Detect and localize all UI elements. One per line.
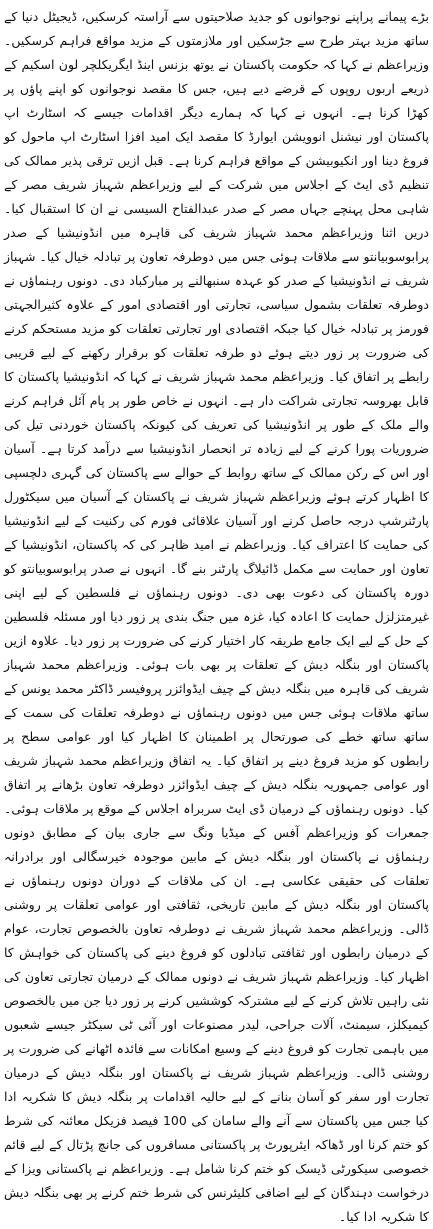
news-article-body — [4, 5, 429, 1229]
article-paragraph: بڑے پیمانے پراپنے نوجوانوں کو جدید صلاحیتوں سے آراستہ کرسکیں، ڈیجیٹل دنیا کے ساتھ مزید بہتر طرح سے جڑسکیں اور ملازمتوں کے مزید مواقع فراہم کرسکیں۔ وزیراعظم نے کہا کہ حکومت پاکستان نے یوتھ بزنس اینڈ ایگریکلچر لون اسکیم کے ذریعے اربوں روپوں کے قرضے دیے ہیں، جس کا مقصد نوجوانوں کو اپنے پاؤں پر کھڑا کرنا ہے۔ انہوں نے کہا کہ ہمارے دیگر اقدامات جیسے کہ اسٹارٹ اپ پاکستان اور نیشنل انوویشن ایوارڈ کا مقصد ایک امید افزا اسٹارٹ اپ ماحول کو فروغ دینا اور انکیوبیشن کے مواقع فراہم کرنا ہے۔ قبل ازیں ترقی پذیر ممالک کی تنظیم ڈی ایٹ کے اجلاس میں شرکت کے لیے وزیراعظم شہباز شریف مصر کے شاہی محل پہنچے جہاں مصر کے صدر عبدالفتاح السیسی نے ان کا استقبال کیا۔ دریں اثنا وزیراعظم محمد شہباز شریف کی قاہرہ میں انڈونیشیا کے صدر پرابوسوبیانتو سے ملاقات ہوئی جس میں دوطرفہ تعاون پر تبادلہ خیال کیا۔ شہباز شریف نے انڈونیشیا کے صدر کو عہدہ سنبھالنے پر مبارکباد دی۔ دونوں رہنماؤں نے دوطرفہ تعلقات بشمول سیاسی، تجارتی اور اقتصادی امور کے علاوہ کثیرالجہتی فورمز پر تبادلہ خیال کیا جبکہ اقتصادی اور تجارتی تعلقات کو مزید مستحکم کرنے کی ضرورت پر زور دیتے ہوئے دو طرفہ تعلقات کو برقرار رکھنے کے لیے قریبی رابطے پر اتفاق کیا۔ وزیراعظم محمد شہباز شریف نے کہا کہ انڈونیشیا پاکستان کا قابل بھروسہ تجارتی شراکت دار ہے۔ انہوں نے خاص طور پر پام آئل فراہم کرنے والے ملک کے طور پر انڈونیشیا کی تعریف کی کیونکہ پاکستان خوردنی تیل کی ضروریات پورا کرنے کے لیے زیادہ تر انحصار انڈونیشیا سے درآمد کرتا ہے۔ آسیان اور اس کے رکن ممالک کے ساتھ روابط کے حوالے سے پاکستان کی گہری دلچسپی کا اظہار کرتے ہوئے وزیراعظم شہباز شریف نے پاکستان کے آسیان میں سیکٹورل پارٹنرشپ درجہ حاصل کرنے اور آسیان علاقائی فورم کی رکنیت کے لیے انڈونیشیا کی حمایت کا اعتراف کیا۔ وزیراعظم نے امید ظاہر کی کہ پاکستان، انڈونیشیا کے تعاون اور حمایت سے مکمل ڈائیلاگ پارٹنر بنے گا۔ انہوں نے صدر پرابوسوبیانتو کو دورہ پاکستان کی دعوت بھی دی۔ دونوں رہنماؤں نے فلسطین کے لیے اپنی غیرمتزلزل حمایت کا اعادہ کیا، غزہ میں جنگ بندی پر زور دیا اور مسئلہ فلسطین کے حل کے لیے ایک جامع طریقہ کار اختیار کرنے کی ضرورت پر زور دیا۔ علاوہ ازیں پاکستان اور بنگلہ دیش کے تعلقات پر بھی بات ہوئی۔ وزیراعظم محمد شہباز شریف کی قاہرہ میں بنگلہ دیش کے چیف ایڈوائزر پروفیسر ڈاکٹر محمد یونس کے ساتھ ملاقات ہوئی جس میں دونوں رہنماؤں نے دوطرفہ تعلقات کی سمت کے ساتھ ساتھ خطے کی صورتحال پر اطمینان کا اظہار کیا اور عوامی سطح پر رابطوں کو مزید فروغ دینے پر اتفاق کیا۔ یہ اتفاق وزیراعظم محمد شہباز شریف اور عوامی جمہوریہ بنگلہ دیش کے چیف ایڈوائزر دوطرفہ تعاون بڑھانے پر اتفاق کیا۔ دونوں رہنماؤں کے درمیان ڈی ایٹ سربراہ اجلاس کے موقع پر ملاقات ہوئی۔ جمعرات کو وزیراعظم آفس کے میڈیا ونگ سے جاری بیان کے مطابق دونوں رہنماؤں نے پاکستان اور بنگلہ دیش کے مابین موجودہ خیرسگالی اور برادرانہ تعلقات کی حقیقی عکاسی ہے۔ ان کی ملاقات کے دوران دونوں رہنماؤں نے پاکستان اور بنگلہ دیش کے مابین تاریخی، ثقافتی اور عوامی تعلقات پر روشنی ڈالی۔ وزیراعظم محمد شہباز شریف نے دوطرفہ تعاون بالخصوص تجارت، عوام کے درمیان رابطوں اور ثقافتی تبادلوں کو فروغ دینے کی پاکستان کی خواہش کا اظہار کیا۔ وزیراعظم شہباز شریف نے دونوں ممالک کے درمیان تجارتی تعاون کی نئی راہیں تلاش کرنے کے لیے مشترکہ کوششیں کرنے پر زور دیا جن میں بالخصوص کیمیکلز، سیمنٹ، آلات جراحی، لیدر مصنوعات اور آئی ٹی سیکٹر جیسے شعبوں میں باہمی تجارت کو فروغ دینے کے وسیع امکانات سے فائدہ اٹھانے کی ضرورت پر روشنی ڈالی۔ وزیراعظم شہباز شریف نے پاکستان اور بنگلہ دیش کے درمیان تجارت اور سفر کو آسان بنانے کے لیے حالیہ اقدامات پر بنگلہ دیش کا شکریہ ادا کیا جس میں پاکستان سے آنے والے سامان کی 100 فیصد فزیکل معائنہ کی شرط کو ختم کرنا اور ڈھاکہ ایئرپورٹ پر پاکستانی مسافروں کی جانچ پڑتال کے لیے قائم خصوصی سیکورٹی ڈیسک کو ختم کرنا شامل ہے۔ وزیراعظم نے پاکستانی ویزا کے درخواست دہندگان کے لیے اضافی کلیئرنس کی شرط ختم کرنے پر بھی بنگلہ دیش کا شکریہ ادا کیا۔ — [4, 9, 429, 1224]
